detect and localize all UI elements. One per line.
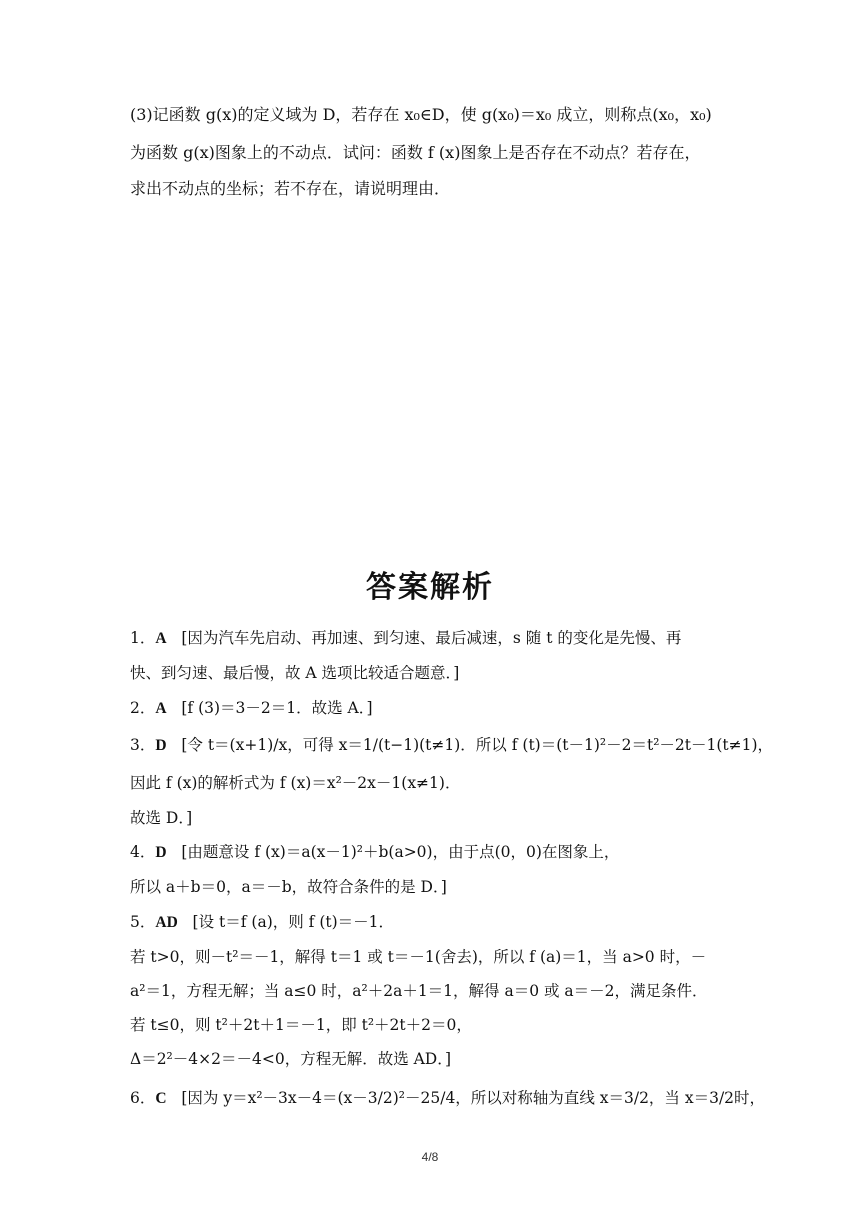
answer-5-line5: Δ＝2²－4×2＝－4<0，方程无解．故选 AD．]: [130, 1050, 452, 1068]
answer-4-line2: 所以 a＋b＝0，a＝－b，故符合条件的是 D．]: [130, 878, 447, 896]
answer-5-line1: [130, 910, 740, 935]
question3-line3: 求出不动点的坐标；若不存在，请说明理由．: [130, 179, 451, 198]
answer-4-line1: [130, 840, 740, 865]
answer-5-line4: 若 t≤0，则 t²＋2t＋1＝－1，即 t²＋2t＋2＝0，: [130, 1016, 472, 1034]
answer-1-number: 1．: [130, 629, 156, 647]
answer-3-line2: 因此 f (x)的解析式为 f (x)＝x²－2x－1(x≠1)．: [130, 774, 461, 792]
answer-3-text-1: [令 t＝(x+1)/x，可得 x＝1/(t−1)(t≠1)．所以 f (t)＝(t－1)²－2＝t²－2t－1(t≠1)，: [181, 736, 774, 754]
question3-line1: (3)记函数 g(x)的定义域为 D，若存在 x₀∈D，使 g(x₀)＝x₀ 成立，则称点(x₀，x₀): [130, 105, 712, 124]
answer-6-key: C: [155, 1090, 167, 1107]
answer-4-text-1: [由题意设 f (x)＝a(x－1)²＋b(a>0)，由于点(0，0)在图象上，: [181, 843, 620, 861]
answer-5-line2: 若 t>0，则－t²＝－1，解得 t＝1 或 t＝－1(舍去)，所以 f (a)＝1，当 a>0 时，－: [130, 948, 707, 966]
page-number: 4/8: [421, 1150, 439, 1164]
answer-1-key: A: [155, 630, 167, 647]
answer-2-text-1: [f (3)＝3－2＝1．故选 A．]: [181, 699, 373, 717]
answer-2-number: 2．: [130, 699, 156, 717]
answer-5-line3: a²＝1，方程无解；当 a≤0 时，a²＋2a＋1＝1，解得 a＝0 或 a＝－2，满足条件．: [130, 982, 708, 1000]
answer-5-number: 5．: [130, 913, 156, 931]
answer-6-line1: [130, 1086, 766, 1111]
question3-line2: 为函数 g(x)图象上的不动点．试问：函数 f (x)图象上是否存在不动点？若存在，: [130, 143, 701, 162]
answer-3-line3: 故选 D．]: [130, 809, 193, 827]
answer-2-key: A: [155, 700, 167, 717]
answer-5-text-1: [设 t＝f (a)，则 f (t)＝－1．: [192, 913, 395, 931]
answer-heading: 答案解析: [366, 570, 494, 605]
answer-5-key: AD: [155, 914, 178, 931]
answer-6-number: 6．: [130, 1089, 156, 1107]
answer-3-line1: [130, 733, 774, 758]
answer-1-line2: 快、到匀速、最后慢，故 A 选项比较适合题意．]: [130, 664, 460, 682]
answer-4-number: 4．: [130, 843, 156, 861]
answer-2-line1: [130, 696, 740, 721]
answer-6-text-1: [因为 y＝x²－3x－4＝(x－3/2)²－25/4，所以对称轴为直线 x＝3/2，当 x＝3/2时，: [181, 1089, 766, 1107]
answer-4-key: D: [155, 844, 167, 861]
answer-3-number: 3．: [130, 736, 156, 754]
answer-1-text-1: [因为汽车先启动、再加速、到匀速、最后减速，s 随 t 的变化是先慢、再: [181, 629, 682, 647]
answer-3-key: D: [155, 737, 167, 754]
answer-1-line1: [130, 626, 740, 651]
